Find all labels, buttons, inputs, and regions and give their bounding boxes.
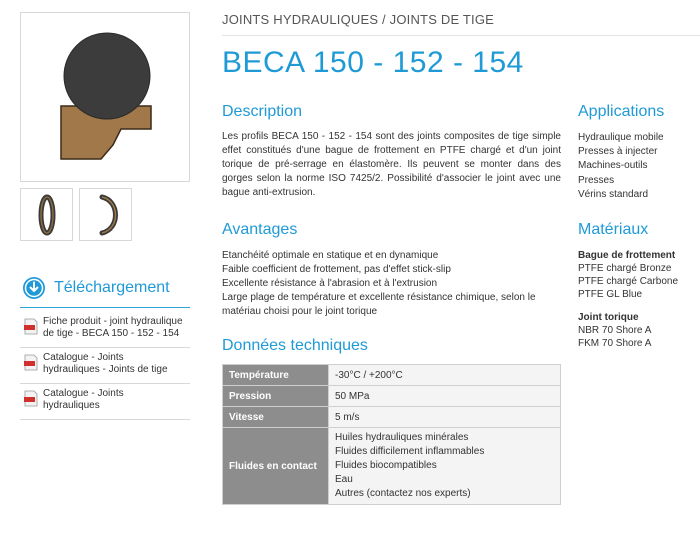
downloads-header [20, 268, 190, 308]
table-row [223, 365, 561, 386]
list-item: Excellente résistance à l'abrasion et à l'extrusion [222, 278, 438, 289]
thumbnail-strip [20, 188, 132, 241]
download-item-line: de tige - BECA 150 - 152 - 154 [43, 328, 180, 339]
description-heading: Description [222, 103, 303, 120]
download-item-line: Catalogue - Joints [43, 388, 124, 399]
list-item: Presses [578, 174, 615, 186]
table-key: Fluides en contact [223, 428, 329, 505]
materiaux-bague-block [578, 249, 678, 301]
category-breadcrumb: JOINTS HYDRAULIQUES / JOINTS DE TIGE [222, 12, 700, 36]
pdf-file-icon [24, 318, 38, 335]
list-item: Etanchéité optimale en statique et en dynamique [222, 250, 439, 261]
download-item-line: hydrauliques [43, 400, 100, 411]
list-item: FKM 70 Shore A [578, 338, 652, 349]
pdf-file-icon [24, 354, 38, 371]
avantages-heading: Avantages [222, 221, 298, 238]
downloads-list [20, 312, 190, 420]
seal-profile-drawing [21, 13, 189, 181]
download-item-catalogue-tige[interactable] [20, 348, 190, 384]
download-item-line: Fiche produit - joint hydraulique [43, 316, 183, 327]
list-item: Large plage de température et excellente résistance chimique, selon le matériau choisi pour le joint torique [222, 292, 536, 317]
table-key: Vitesse [223, 407, 329, 428]
table-key: Température [223, 365, 329, 386]
product-title: BECA 150 - 152 - 154 [222, 46, 524, 79]
download-item-line: hydrauliques - Joints de tige [43, 364, 168, 375]
thumbnail-oring[interactable] [20, 188, 73, 241]
fluid-item: Fluides difficilement inflammables [335, 446, 485, 457]
applications-heading: Applications [578, 103, 665, 120]
download-item-line: Catalogue - Joints [43, 352, 124, 363]
download-item-label [43, 388, 124, 412]
download-item-label [43, 352, 168, 376]
download-circle-icon [22, 276, 46, 300]
donnees-heading: Données techniques [222, 337, 368, 354]
materiaux-joint-label: Joint torique [578, 312, 639, 323]
table-value-fluids [329, 428, 561, 505]
fluid-item: Fluides biocompatibles [335, 460, 437, 471]
fluid-item: Huiles hydrauliques minérales [335, 432, 469, 443]
materiaux-joint-block [578, 311, 651, 350]
list-item: Hydraulique mobile [578, 132, 664, 143]
materiaux-heading: Matériaux [578, 221, 649, 238]
list-item: Vérins standard [578, 188, 649, 200]
table-row [223, 428, 561, 505]
tech-data-table [222, 364, 561, 505]
table-row [223, 386, 561, 407]
downloads-title: Téléchargement [54, 278, 170, 296]
download-item-catalogue-hydrauliques[interactable] [20, 384, 190, 420]
list-item: Presses à injecter [578, 146, 658, 158]
pdf-file-icon [24, 390, 38, 407]
table-value: 5 m/s [329, 407, 561, 428]
applications-list [578, 131, 664, 202]
list-item: Faible coefficient de frottement, pas d'effet stick-slip [222, 264, 451, 275]
list-item: Machines-outils [578, 160, 648, 172]
thumbnail-ring[interactable] [79, 188, 132, 241]
list-item: PTFE chargé Bronze [578, 263, 672, 274]
download-item-label [43, 316, 183, 340]
table-row [223, 407, 561, 428]
avantages-list [222, 249, 561, 319]
download-item-fiche-produit[interactable] [20, 312, 190, 348]
table-key: Pression [223, 386, 329, 407]
product-image [20, 12, 190, 182]
list-item: NBR 70 Shore A [578, 325, 652, 336]
fluid-item: Autres (contactez nos experts) [335, 488, 471, 499]
ring-thumb-icon [86, 193, 126, 237]
fluid-item: Eau [335, 474, 353, 485]
description-text: Les profils BECA 150 - 152 - 154 sont des joints composites de tige simple effet constitués d'une bague de frottement en PTFE chargé et d'un joint torique de pré-serrage en élastomère. Ils peuvent se monter dans des gorges selon la norme ISO 7425/2. Possibilité d'associer le joint avec une bague anti-extrusion. [222, 131, 561, 198]
list-item: PTFE chargé Carbone [578, 276, 679, 287]
table-value: 50 MPa [329, 386, 561, 407]
list-item: PTFE GL Blue [578, 289, 643, 300]
table-value: -30°C / +200°C [329, 365, 561, 386]
oring-thumb-icon [27, 193, 67, 237]
materiaux-bague-label: Bague de frottement [578, 250, 676, 261]
